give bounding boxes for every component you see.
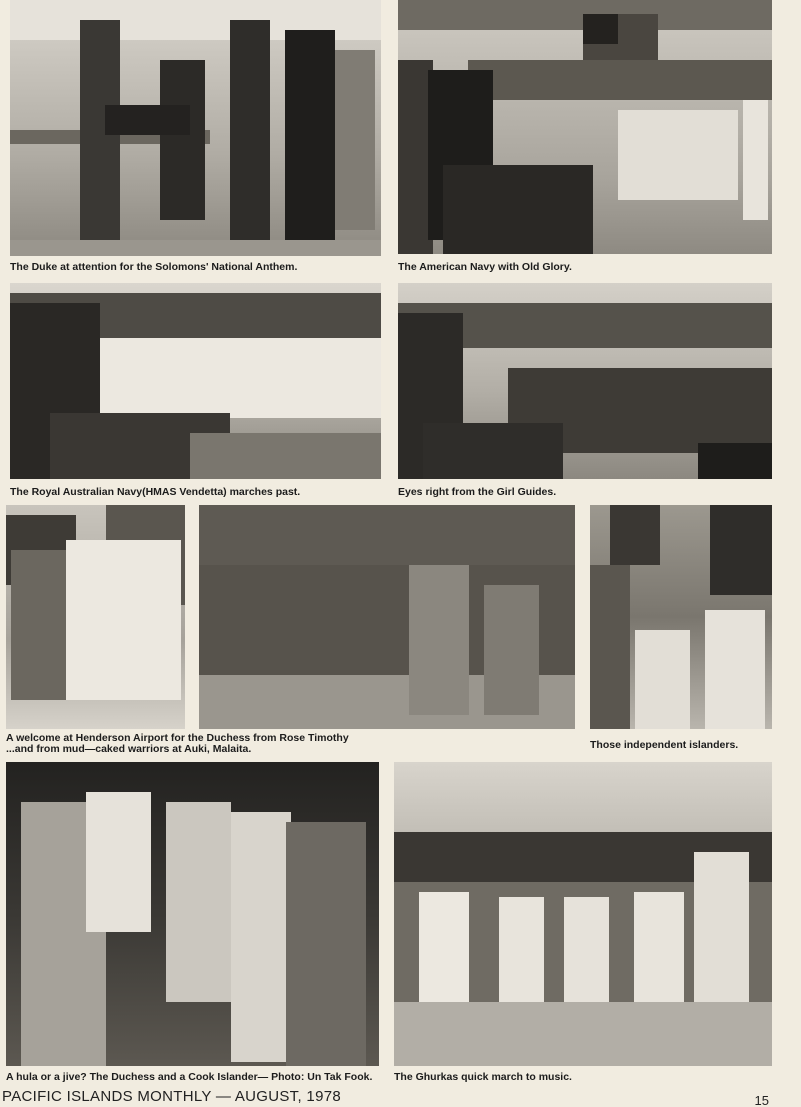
photo-independent-islanders [590,505,772,729]
photo-girl-guides [398,283,772,479]
photo-auki-warriors [199,505,575,729]
caption-american-navy: The American Navy with Old Glory. [398,261,572,273]
caption-ghurkas-march: The Ghurkas quick march to music. [394,1071,572,1083]
caption-independent-islanders: Those independent islanders. [590,739,739,751]
page-number: 15 [754,1093,769,1107]
photo-hula-jive [6,762,379,1066]
caption-australian-navy: The Royal Australian Navy(HMAS Vendetta) marches past. [10,486,301,498]
caption-welcome-line2: ...and from mud—caked warriors at Auki, Malaita. [6,743,252,755]
caption-duke-anthem: The Duke at attention for the Solomons' National Anthem. [10,261,298,273]
caption-hula-jive: A hula or a jive? The Duchess and a Cook Islander— Photo: Un Tak Fook. [6,1071,373,1083]
photo-henderson-welcome [6,505,185,729]
photo-ghurkas-march [394,762,772,1066]
photo-australian-navy [10,283,381,479]
publication-footer: PACIFIC ISLANDS MONTHLY — AUGUST, 1978 [2,1088,341,1105]
caption-welcome-line1: A welcome at Henderson Airport for the Duchess from Rose Timothy [6,732,349,744]
photo-duke-anthem [10,0,381,256]
caption-girl-guides: Eyes right from the Girl Guides. [398,486,557,498]
photo-american-navy [398,0,772,254]
